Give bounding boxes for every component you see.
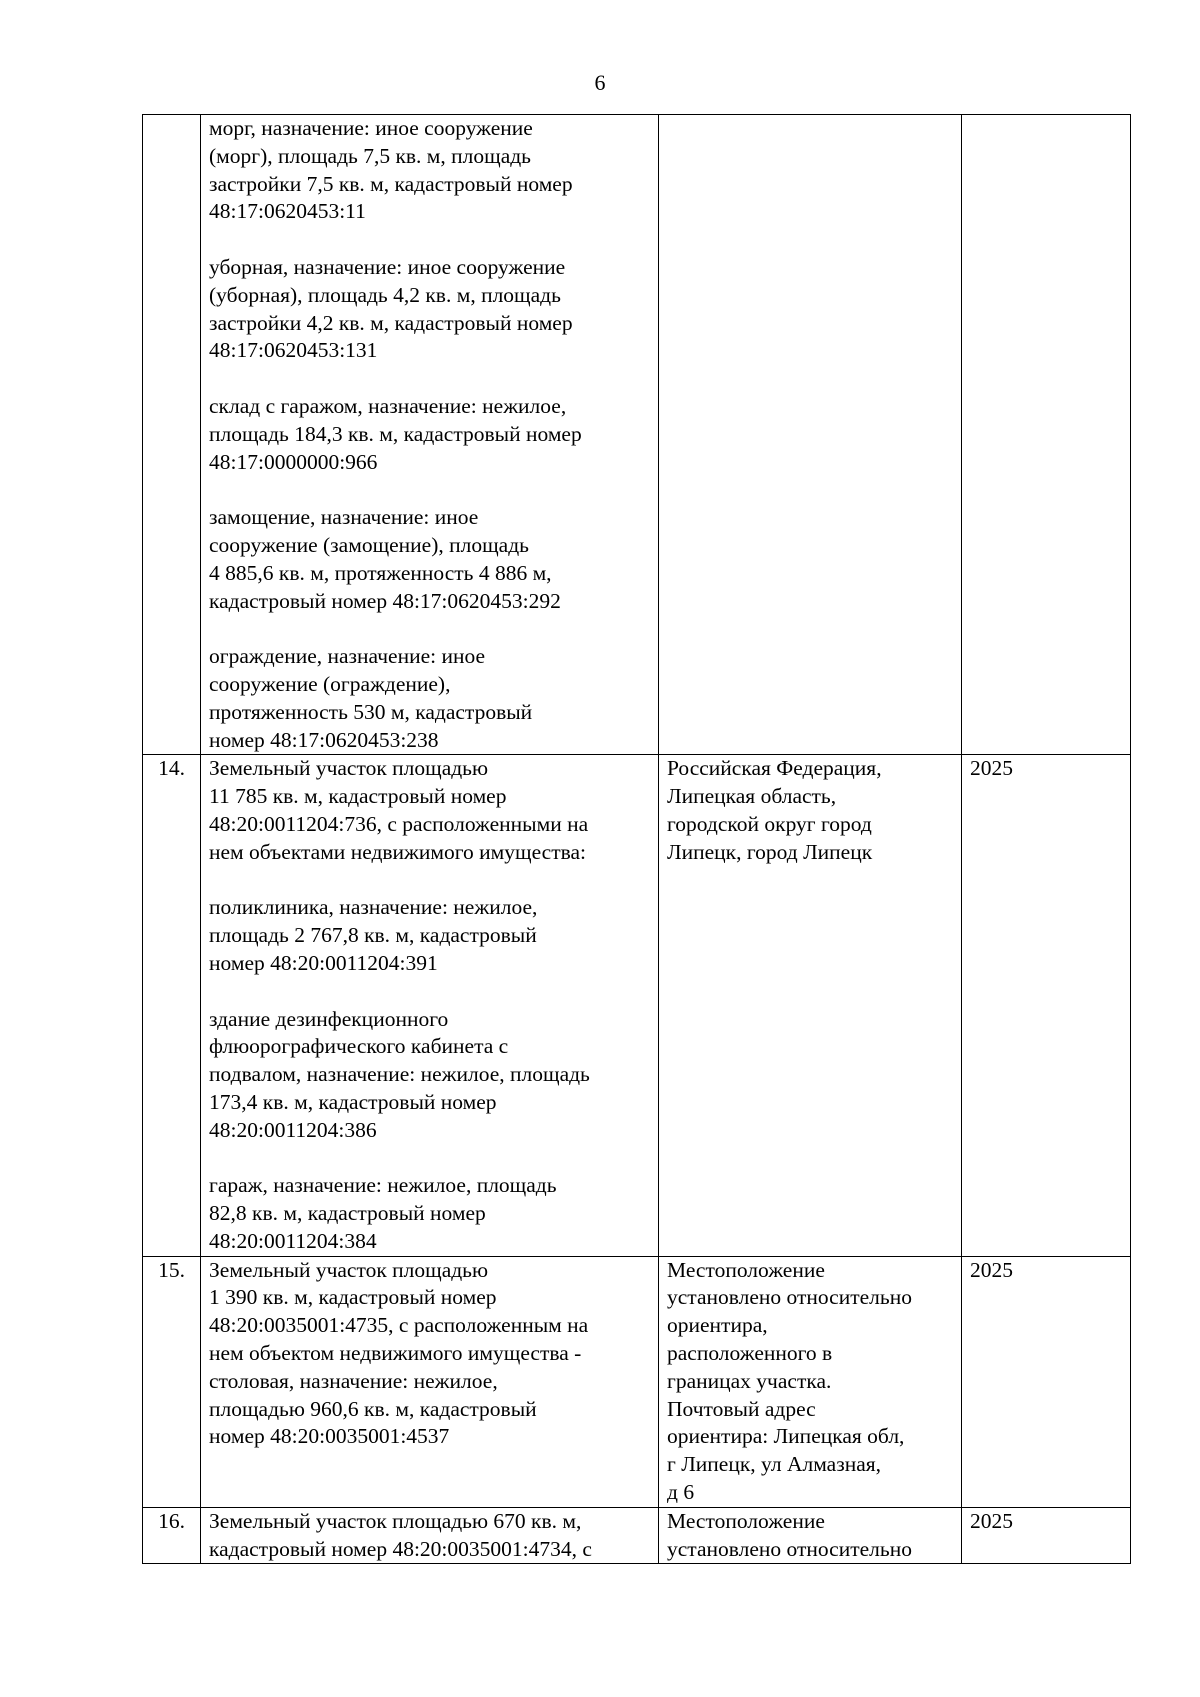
table-row — [143, 1256, 1131, 1507]
location-line: Липецк, город Липецк — [667, 839, 873, 864]
description-line: (морг), площадь 7,5 кв. м, площадь — [209, 143, 531, 168]
description-line: гараж, назначение: нежилое, площадь — [209, 1173, 557, 1198]
description-line: протяженность 530 м, кадастровый — [209, 699, 533, 724]
description-line: подвалом, назначение: нежилое, площадь — [209, 1062, 590, 1087]
description-line: Земельный участок площадью — [209, 756, 489, 781]
description-line: номер 48:20:0011204:391 — [209, 950, 438, 975]
description-paragraph — [209, 1172, 650, 1255]
description-line: площадь 184,3 кв. м, кадастровый номер — [209, 421, 582, 446]
row-number-cell: 15. — [143, 1256, 201, 1507]
description-line: нем объектами недвижимого имущества: — [209, 839, 586, 864]
description-line: 173,4 кв. м, кадастровый номер — [209, 1089, 497, 1114]
description-line: 48:17:0620453:11 — [209, 199, 366, 224]
description-line: 48:20:0011204:736, с расположенными на — [209, 811, 589, 836]
location-line: ориентира: Липецкая обл, — [667, 1424, 905, 1449]
location-line: установлено относительно — [667, 1536, 912, 1561]
description-line: 48:20:0011204:386 — [209, 1117, 377, 1142]
location-line: г Липецк, ул Алмазная, — [667, 1452, 882, 1477]
year-cell: 2025 — [962, 755, 1131, 1256]
description-line: сооружение (замощение), площадь — [209, 532, 529, 557]
description-line: морг, назначение: иное сооружение — [209, 116, 533, 140]
location-cell — [659, 115, 962, 755]
description-line: поликлиника, назначение: нежилое, — [209, 895, 538, 920]
description-line: площадь 2 767,8 кв. м, кадастровый — [209, 923, 537, 948]
location-line: Местоположение — [667, 1508, 825, 1533]
description-paragraph — [209, 894, 650, 977]
description-line: сооружение (ограждение), — [209, 671, 451, 696]
description-line: ограждение, назначение: иное — [209, 644, 486, 669]
location-line: расположенного в — [667, 1341, 833, 1366]
location-cell — [659, 1256, 962, 1507]
location-line: Липецкая область, — [667, 784, 837, 809]
description-paragraph — [209, 254, 650, 365]
year-cell: 2025 — [962, 1507, 1131, 1564]
description-line: уборная, назначение: иное сооружение — [209, 254, 566, 279]
description-line: кадастровый номер 48:17:0620453:292 — [209, 588, 561, 613]
description-line: склад с гаражом, назначение: нежилое, — [209, 393, 567, 418]
description-paragraph — [209, 1257, 650, 1452]
description-line: застройки 4,2 кв. м, кадастровый номер — [209, 310, 573, 335]
description-line: номер 48:20:0035001:4537 — [209, 1424, 450, 1449]
description-line: 48:20:0011204:384 — [209, 1228, 377, 1253]
description-line: 48:17:0000000:966 — [209, 449, 378, 474]
property-table — [142, 114, 1131, 1564]
description-line: Земельный участок площадью — [209, 1257, 489, 1282]
description-cell — [201, 1507, 659, 1564]
description-paragraph — [209, 755, 650, 866]
description-cell — [201, 1256, 659, 1507]
location-line: установлено относительно — [667, 1285, 912, 1310]
description-cell — [201, 115, 659, 755]
year-cell — [962, 115, 1131, 755]
row-number-cell: 16. — [143, 1507, 201, 1564]
description-paragraph — [209, 115, 650, 226]
location-line: Почтовый адрес — [667, 1396, 816, 1421]
description-paragraph — [209, 504, 650, 615]
year-cell: 2025 — [962, 1256, 1131, 1507]
location-line: ориентира, — [667, 1313, 768, 1338]
location-line: городской округ город — [667, 811, 872, 836]
description-line: номер 48:17:0620453:238 — [209, 727, 439, 752]
description-line: (уборная), площадь 4,2 кв. м, площадь — [209, 282, 561, 307]
description-line: застройки 7,5 кв. м, кадастровый номер — [209, 171, 573, 196]
description-line: столовая, назначение: нежилое, — [209, 1368, 498, 1393]
description-line: Земельный участок площадью 670 кв. м, — [209, 1508, 582, 1533]
page-number: 6 — [594, 70, 606, 95]
description-line: 48:17:0620453:131 — [209, 338, 378, 363]
description-line: здание дезинфекционного — [209, 1006, 449, 1031]
description-line: 1 390 кв. м, кадастровый номер — [209, 1285, 497, 1310]
row-number-cell: 14. — [143, 755, 201, 1256]
location-line: Российская Федерация, — [667, 756, 882, 781]
description-line: флюорографического кабинета с — [209, 1034, 509, 1059]
description-paragraph — [209, 643, 650, 754]
table-row — [143, 755, 1131, 1256]
location-line: Местоположение — [667, 1257, 825, 1282]
location-line: границах участка. — [667, 1368, 832, 1393]
location-line: д 6 — [667, 1480, 695, 1505]
description-line: нем объектом недвижимого имущества - — [209, 1341, 582, 1366]
table-row — [143, 115, 1131, 755]
location-cell — [659, 755, 962, 1256]
description-paragraph — [209, 393, 650, 476]
location-cell — [659, 1507, 962, 1564]
description-line: кадастровый номер 48:20:0035001:4734, с — [209, 1536, 592, 1561]
description-line: 82,8 кв. м, кадастровый номер — [209, 1201, 486, 1226]
description-paragraph — [209, 1508, 650, 1564]
row-number-cell — [143, 115, 201, 755]
description-cell — [201, 755, 659, 1256]
description-line: 48:20:0035001:4735, с расположенным на — [209, 1313, 589, 1338]
table-row — [143, 1507, 1131, 1564]
table-body — [143, 115, 1131, 1564]
description-line: 4 885,6 кв. м, протяженность 4 886 м, — [209, 560, 552, 585]
description-line: 11 785 кв. м, кадастровый номер — [209, 784, 507, 809]
description-paragraph — [209, 1006, 650, 1145]
description-line: замощение, назначение: иное — [209, 505, 479, 530]
description-line: площадью 960,6 кв. м, кадастровый — [209, 1396, 537, 1421]
